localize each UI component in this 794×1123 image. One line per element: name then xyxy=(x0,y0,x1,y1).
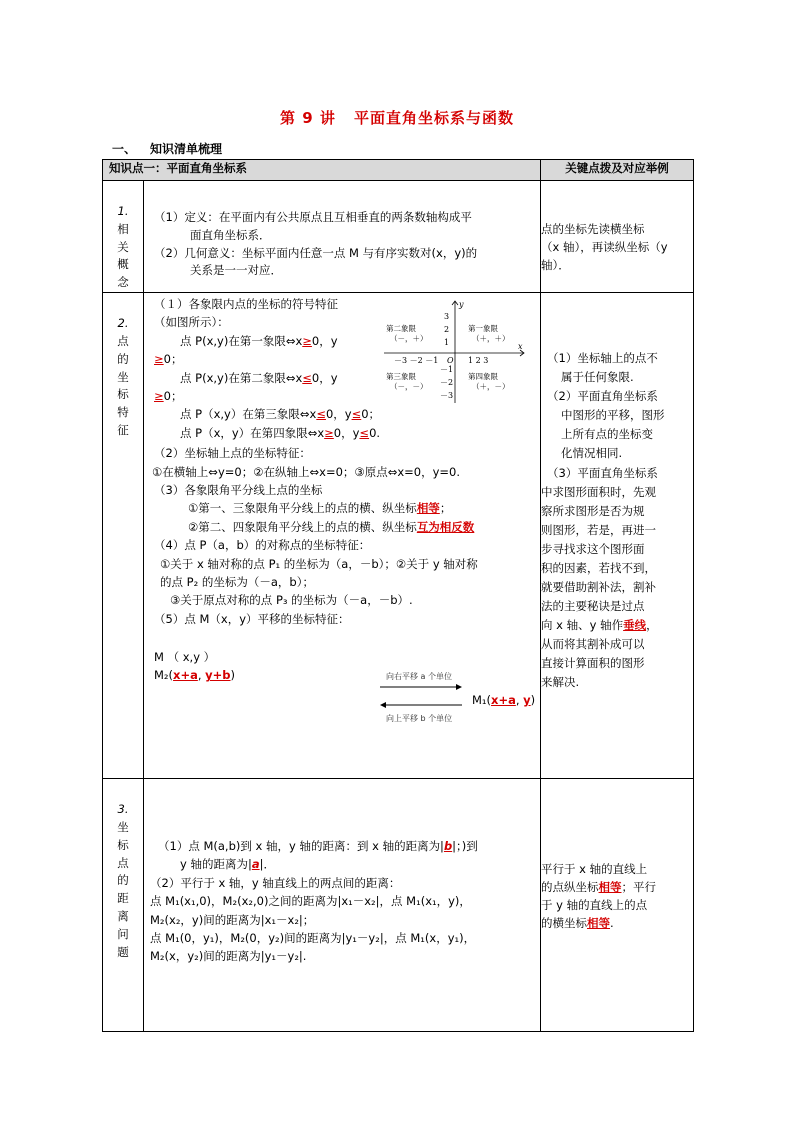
y-tick: 1 xyxy=(444,338,450,347)
header-left: 知识点一：平面直角坐标系 xyxy=(103,160,541,181)
concept-note xyxy=(541,181,694,293)
bisector-2-line xyxy=(152,518,534,536)
text: M₁( xyxy=(472,693,492,707)
text: 向 x 轴、y 轴作 xyxy=(541,618,624,633)
origin-label: O xyxy=(447,356,454,365)
text: ①第一、三象限角平分线上的点的横、纵坐标 xyxy=(188,501,417,516)
section-text: 知识清单梳理 xyxy=(150,142,223,156)
lecture-number: 第 9 讲 xyxy=(280,109,336,127)
shift-right-label: 向右平移 a 个单位 xyxy=(386,672,452,681)
answer-opposite: 互为相反数 xyxy=(416,519,475,534)
text: ) xyxy=(530,693,536,707)
note-line: 中图形的平移，图形 xyxy=(561,408,665,423)
note-line: 轴）． xyxy=(541,257,570,272)
distance-content xyxy=(144,779,541,1032)
y-tick: －1 xyxy=(440,365,454,374)
text: ； xyxy=(439,501,452,516)
text: 0； xyxy=(163,352,183,367)
answer-equal: 相等 xyxy=(598,879,622,894)
answer-a: a xyxy=(251,857,260,872)
row-label-point-features xyxy=(103,293,144,779)
shift-up-label: 向上平移 b 个单位 xyxy=(386,714,453,723)
label-char: 征 xyxy=(117,422,129,437)
symbol-ge: ≥ xyxy=(302,333,312,348)
section-number: 一、 xyxy=(112,142,137,156)
definition-line: （1）定义：在平面内有公共原点且互相垂直的两条数轴构成平 xyxy=(154,210,472,224)
axis-line: ①在横轴上⇔y=0；②在纵轴上⇔x=0；③原点⇔x=0，y=0. xyxy=(152,464,461,479)
y-tick: －3 xyxy=(440,391,454,400)
row-label-distance xyxy=(103,779,144,1032)
note-line: 积的因素，若找不到， xyxy=(541,560,656,575)
label-char: 问 xyxy=(117,926,129,941)
x-ticks-negative: －3 －2 －1 xyxy=(394,356,439,365)
note-line: 就要借助割补法，割补 xyxy=(541,580,656,594)
answer-b: b xyxy=(443,839,453,854)
note-line: 从而将其割补成可以 xyxy=(541,637,645,652)
note-line: 上所有点的坐标变 xyxy=(561,427,653,442)
distance-line: 点 M₁(0，y₁)，M₂(0，y₂)间的距离为|y₁－y₂|，点 M₁(x，y₁)， xyxy=(150,931,476,946)
text: ；平行 xyxy=(621,879,656,894)
note-line: （3）平面直角坐标系 xyxy=(547,465,658,480)
row-number: 1. xyxy=(117,204,129,218)
label-char: 标 xyxy=(117,837,129,852)
note-line: 点的坐标先读横坐标 xyxy=(541,222,645,236)
point-m-label: M （ x,y ） xyxy=(154,650,216,665)
note-line: 则图形，若是，再进一 xyxy=(541,522,656,537)
quadrant-4-line xyxy=(152,424,534,442)
label-char: 关 xyxy=(117,239,129,254)
note-line: 察所求图形是否为规 xyxy=(541,503,645,518)
text: |． xyxy=(259,857,275,872)
row-number: 3. xyxy=(117,802,129,817)
note-line: 平行于 x 轴的直线上 xyxy=(541,862,648,877)
symbol-le: ≤ xyxy=(302,370,312,385)
text: 0，y xyxy=(311,333,338,348)
symbol-ge: ≥ xyxy=(154,389,164,404)
label-char: 的 xyxy=(117,873,129,888)
label-char: 相 xyxy=(117,221,129,236)
distance-line-1 xyxy=(150,837,534,855)
text: 点 P(x,y)在第二象限⇔x xyxy=(180,370,303,385)
bisector-title: （3）各象限角平分线上点的坐标 xyxy=(154,482,323,497)
text: M₂( xyxy=(154,668,174,683)
label-char: 距 xyxy=(117,891,129,906)
label-char: 概 xyxy=(117,257,129,272)
answer-equal: 相等 xyxy=(587,915,610,930)
quadrant-1-signs: （＋，＋） xyxy=(472,334,510,343)
quadrant-2-signs: （－，＋） xyxy=(390,334,428,343)
lecture-title: 平面直角坐标系与函数 xyxy=(353,109,514,127)
label-char: 坐 xyxy=(117,369,129,384)
symbol-ge: ≥ xyxy=(324,425,334,440)
text: 0； xyxy=(361,407,381,422)
text: 0，y xyxy=(311,370,338,385)
knowledge-table xyxy=(102,159,694,1032)
quadrant-4-label: 第四象限 xyxy=(468,372,498,381)
distance-line: M₂(x，y₂)间的距离为|y₁－y₂|. xyxy=(150,949,307,964)
translation-arrows xyxy=(376,669,466,727)
note-line: （x 轴），再读纵坐标（y xyxy=(541,239,668,254)
answer-perpendicular: 垂线 xyxy=(623,618,647,633)
note-line: 于 y 轴的直线上的点 xyxy=(541,897,648,912)
text: ， xyxy=(646,618,658,633)
translation-title: （5）点 M（x，y）平移的坐标特征： xyxy=(154,611,350,626)
answer-equal: 相等 xyxy=(416,501,440,516)
distance-line: （2）平行于 x 轴，y 轴直线上的两点间的距离： xyxy=(150,875,401,890)
quadrant-3-label: 第三象限 xyxy=(386,372,416,381)
row-number: 2. xyxy=(117,316,129,331)
y-axis-label: y xyxy=(459,300,464,309)
bisector-1-line xyxy=(152,499,534,517)
text: |；)到 xyxy=(452,839,478,854)
text: , xyxy=(197,668,206,683)
page-title xyxy=(0,107,794,128)
answer-x: x+a xyxy=(491,693,516,707)
text: （1）点 M(a,b)到 x 轴，y 轴的距离：到 x 轴的距离为| xyxy=(158,839,444,854)
note-line: 化情况相同. xyxy=(561,446,623,461)
up-shift-arrowhead xyxy=(380,702,386,708)
note-line: 来解决. xyxy=(541,675,580,690)
quadrant-figure xyxy=(384,299,530,407)
answer-y: y xyxy=(523,693,531,707)
table-row xyxy=(103,181,694,293)
distance-line: 点 M₁(x₁,0)，M₂(x₂,0)之间的距离为|x₁－x₂|，点 M₁(x₁，y)， xyxy=(150,894,471,909)
y-tick: 2 xyxy=(444,325,450,334)
text: 的点纵坐标 xyxy=(541,879,599,894)
symbol-ge: ≥ xyxy=(154,352,164,367)
point-features-note xyxy=(541,293,694,779)
symmetry-line: ①关于 x 轴对称的点 P₁ 的坐标为（a，－b）；②关于 y 轴对称 xyxy=(160,556,478,571)
label-char: 题 xyxy=(117,944,129,959)
symbol-le: ≤ xyxy=(359,425,370,440)
note-line: 直接计算面积的图形 xyxy=(541,656,645,671)
quadrant-figure-ref: （如图所示）： xyxy=(154,315,229,330)
right-arrowhead xyxy=(456,684,462,690)
x-ticks-positive: 1 2 3 xyxy=(468,356,489,365)
quadrant-title: （１）各象限内点的坐标的符号特征 xyxy=(154,297,338,312)
quadrant-1-label: 第一象限 xyxy=(468,324,498,333)
note-line: （1）坐标轴上的点不 xyxy=(547,351,658,366)
label-char: 特 xyxy=(117,405,129,420)
text: 的横坐标 xyxy=(541,915,587,930)
quadrant-4-signs: （＋，－） xyxy=(472,382,510,391)
label-char: 标 xyxy=(117,387,129,402)
label-char: 坐 xyxy=(117,819,129,834)
note-line: 法的主要秘诀是过点 xyxy=(541,599,645,614)
text: ②第二、四象限角平分线上的点的横、纵坐标 xyxy=(188,519,417,534)
text: . xyxy=(610,915,614,930)
distance-note xyxy=(541,779,694,1032)
definition-line: 面直角坐标系． xyxy=(190,227,271,242)
text: 0，y xyxy=(333,425,360,440)
y-tick: －2 xyxy=(440,378,454,387)
note-line: 属于任何象限. xyxy=(561,370,634,385)
symmetry-line: ③关于原点对称的点 P₃ 的坐标为（－a，－b）. xyxy=(170,593,413,608)
x-axis-label: x xyxy=(518,342,523,351)
text: 点 P（x，y）在第四象限⇔x xyxy=(180,425,325,440)
distance-line-2 xyxy=(150,855,534,873)
text: 0. xyxy=(369,425,381,440)
note-line: 中求图形面积时，先观 xyxy=(541,484,656,499)
text: 点 P（x,y）在第三象限⇔x xyxy=(180,407,317,422)
point-m1-label xyxy=(472,693,535,707)
geometry-line: 关系是一一对应． xyxy=(190,263,282,278)
symbol-le: ≤ xyxy=(316,407,326,422)
axis-title: （2）坐标轴上点的坐标特征： xyxy=(154,446,311,461)
quadrant-3-line xyxy=(152,405,534,423)
text: 0，y xyxy=(325,407,352,422)
text: 点 P(x,y)在第一象限⇔x xyxy=(180,333,303,348)
symbol-le: ≤ xyxy=(351,407,362,422)
note-line: （2）平面直角坐标系 xyxy=(547,389,658,404)
answer-y: y+b xyxy=(205,668,231,683)
label-char: 离 xyxy=(117,908,129,923)
quadrant-3-signs: （－，－） xyxy=(390,382,428,391)
section-heading xyxy=(112,140,222,157)
text: y 轴的距离为| xyxy=(180,857,252,872)
label-char: 念 xyxy=(117,275,129,290)
note-line xyxy=(541,915,693,933)
text: ) xyxy=(230,668,236,683)
point-m2-label xyxy=(152,666,534,684)
row-label-concepts xyxy=(103,181,144,293)
note-line xyxy=(541,879,693,897)
label-char: 点 xyxy=(117,855,129,870)
concept-content xyxy=(144,181,541,293)
table-row xyxy=(103,779,694,1032)
note-line: 步寻找求这个图形面 xyxy=(541,541,645,556)
label-char: 点 xyxy=(117,333,129,348)
note-line xyxy=(541,616,693,635)
label-char: 的 xyxy=(117,351,129,366)
symmetry-title: （4）点 P（a，b）的对称点的坐标特征： xyxy=(154,538,371,553)
header-right: 关键点拨及对应举例 xyxy=(541,160,694,181)
answer-x: x+a xyxy=(173,668,198,683)
quadrant-2-line xyxy=(152,369,385,387)
table-header-row xyxy=(103,160,694,181)
geometry-line: （2）几何意义：坐标平面内任意一点 M 与有序实数对(x，y)的 xyxy=(154,245,478,260)
symmetry-line: 的点 P₂ 的坐标为（－a，b）； xyxy=(160,574,314,589)
quadrant-1-line xyxy=(152,332,385,350)
text: , xyxy=(515,693,524,707)
distance-line: M₂(x₂，y)间的距离为|x₁－x₂|； xyxy=(150,912,315,927)
text: 0； xyxy=(163,389,183,404)
quadrant-2-label: 第二象限 xyxy=(386,324,416,333)
y-tick: 3 xyxy=(444,312,450,321)
